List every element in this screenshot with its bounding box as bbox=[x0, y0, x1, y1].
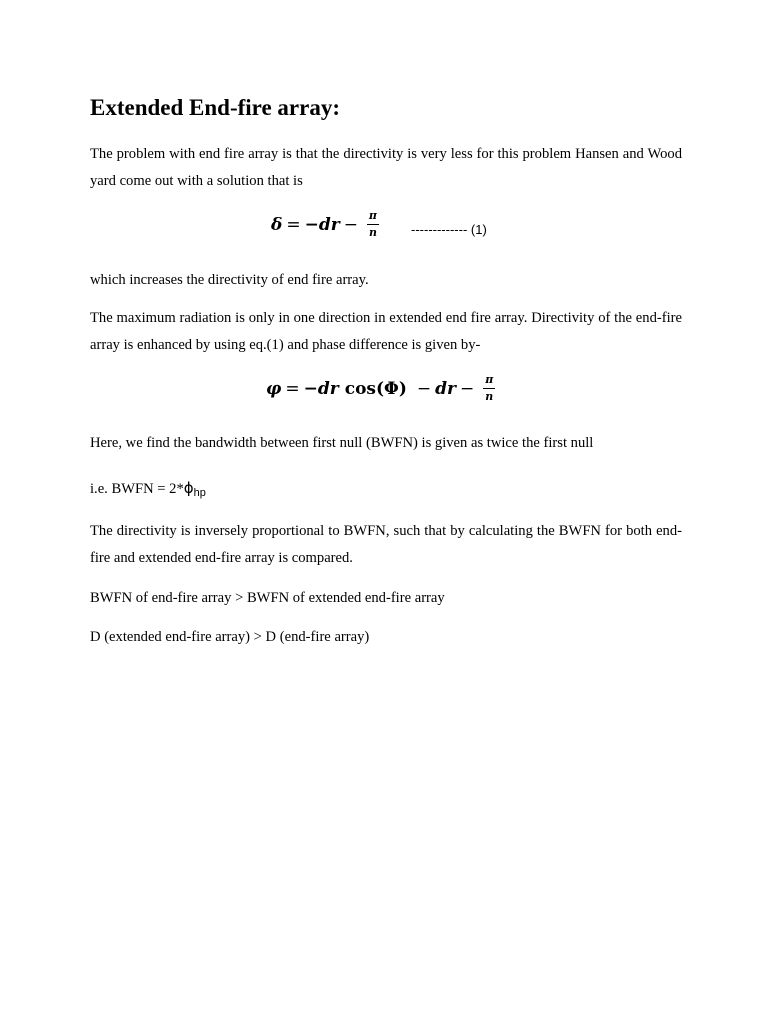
eq1-term: dr bbox=[318, 214, 340, 235]
eq2-term2: dr bbox=[435, 378, 456, 399]
eq2-minus3: − bbox=[459, 378, 475, 399]
paragraph-max-radiation: The maximum radiation is only in one direction in extended end fire array. Directivity of the end-fire array is enhanced by using eq.(1) and phase difference is given by- bbox=[90, 310, 682, 353]
bwfn-formula-prefix: i.e. BWFN = 2* bbox=[90, 481, 184, 497]
paragraph-intro: The problem with end fire array is that the directivity is very less for this problem Hansen and Wood yard come out with a solution that is bbox=[90, 146, 682, 189]
eq1-minus2: − bbox=[343, 214, 358, 235]
paragraph-bwfn-intro: Here, we find the bandwidth between first null (BWFN) is given as twice the first null bbox=[90, 435, 594, 451]
bwfn-subscript: hp bbox=[193, 487, 206, 499]
eq2-equals: = bbox=[285, 378, 300, 399]
equation-1-reference: ------------- (1) bbox=[411, 222, 487, 237]
eq2-fraction-bar bbox=[483, 388, 495, 389]
eq2-minus2: − bbox=[416, 378, 432, 399]
eq2-denominator: n bbox=[485, 390, 494, 403]
eq1-fraction bbox=[367, 210, 379, 239]
paragraph-directivity-comparison: D (extended end-fire array) > D (end-fire array) bbox=[90, 629, 370, 645]
equation-1 bbox=[271, 210, 379, 239]
paragraph-directivity: The directivity is inversely proportional to BWFN, such that by calculating the BWFN for both end-fire and extended end-fire array is compared. bbox=[90, 523, 682, 566]
section-heading: Extended End-fire array: bbox=[90, 95, 341, 120]
eq1-fraction-bar bbox=[367, 224, 379, 225]
eq1-equals: = bbox=[286, 214, 301, 235]
eq1-minus: − bbox=[304, 214, 319, 235]
paragraph-increase: which increases the directivity of end fire array. bbox=[90, 272, 369, 288]
paragraph-bwfn-comparison: BWFN of end-fire array > BWFN of extended end-fire array bbox=[90, 590, 445, 606]
eq2-fraction bbox=[483, 374, 495, 403]
equation-2 bbox=[266, 374, 495, 403]
eq2-lhs: φ bbox=[266, 378, 282, 399]
eq2-cos: cos(Φ) bbox=[344, 378, 407, 399]
eq2-term1: dr bbox=[317, 378, 339, 399]
eq1-denominator: n bbox=[368, 226, 377, 239]
paragraph-bwfn-formula bbox=[90, 478, 206, 500]
eq1-numerator: π bbox=[368, 209, 377, 222]
eq2-minus: − bbox=[303, 378, 318, 399]
bwfn-phi-symbol: ϕ bbox=[183, 479, 194, 497]
eq1-lhs: δ bbox=[271, 214, 283, 235]
eq2-numerator: π bbox=[485, 373, 494, 386]
